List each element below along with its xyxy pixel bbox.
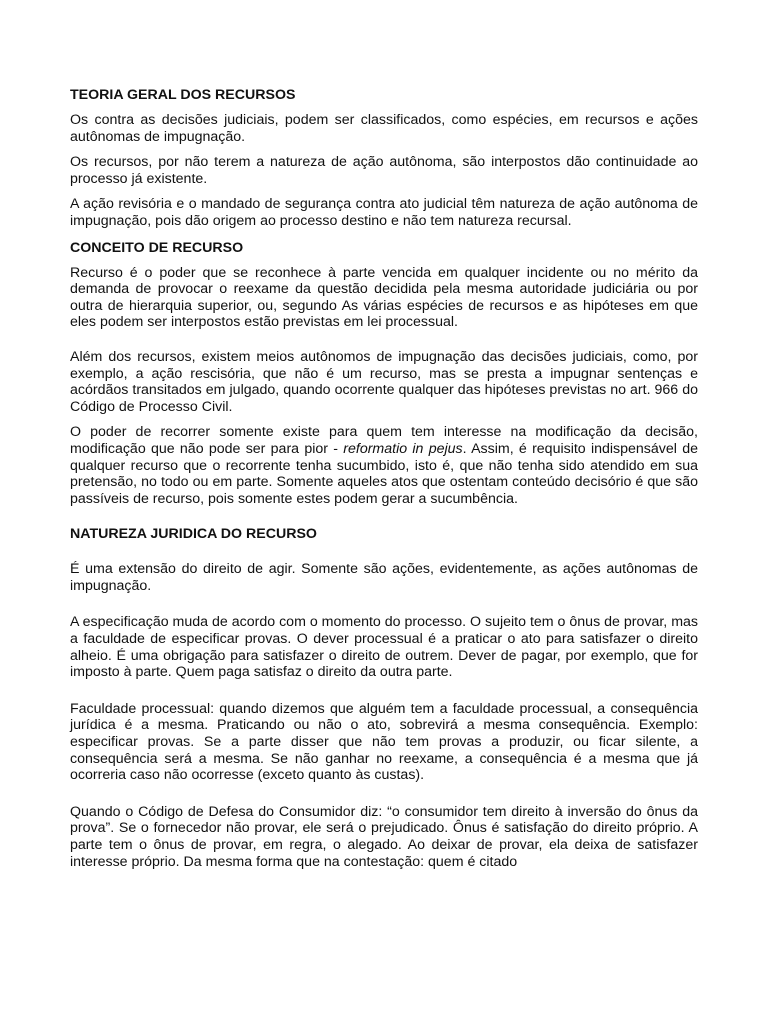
- paragraph-6: [70, 424, 698, 507]
- heading-conceito: CONCEITO DE RECURSO: [70, 239, 244, 256]
- paragraph-3: A ação revisória e o mandado de segurança contra ato judicial têm natureza de ação autônoma de impugnação, pois dão origem ao processo destino e não tem natureza recursal.: [70, 196, 698, 229]
- paragraph-10: Quando o Código de Defesa do Consumidor diz: “o consumidor tem direito à inversão do ônus da prova”. Se o fornecedor não provar, ele será o prejudicado. Ônus é satisfação do direito próprio. A parte tem o ônus de provar, em regra, o alegado. Ao deixar de provar, ela deixa de satisfazer interesse próprio. Da mesma forma que na contestação: quem é citado: [70, 803, 698, 870]
- paragraph-7: É uma extensão do direito de agir. Somente são ações, evidentemente, as ações autônomas de impugnação.: [70, 561, 698, 594]
- paragraph-5: Além dos recursos, existem meios autônomos de impugnação das decisões judiciais, como, por exemplo, a ação rescisória, que não é um recurso, mas se presta a impugnar sentenças e acórdãos transitados em julgado, quando ocorrente qualquer das hipóteses previstas no art. 966 do Código de Processo Civil.: [70, 348, 698, 415]
- heading-natureza-juridica: NATUREZA JURIDICA DO RECURSO: [70, 526, 317, 543]
- paragraph-6-text-b: . Assim, é requisito indispensável de qualquer recurso que o recorrente tenha sucumbido, isto é, que não tenha sido atendido em sua pretensão, no todo ou em parte. Somente aqueles atos que ostentam conteúdo decisório é que são passíveis de recurso, pois somente estes podem gerar a sucumbência.: [70, 440, 698, 507]
- paragraph-1: Os contra as decisões judiciais, podem ser classificados, como espécies, em recursos e ações autônomas de impugnação.: [70, 112, 698, 145]
- paragraph-8: A especificação muda de acordo com o momento do processo. O sujeito tem o ônus de provar, mas a faculdade de especificar provas. O dever processual é a praticar o ato para satisfazer o direito alheio. É uma obrigação para satisfazer o direito de outrem. Dever de pagar, por exemplo, que for imposto à parte. Quem paga satisfaz o direito da outra parte.: [70, 614, 698, 681]
- paragraph-6-text-a: O poder de recorrer somente existe para quem tem interesse na modificação da decisão, modificação que não pode ser para pior -: [70, 424, 698, 457]
- reformatio-in-pejus: reformatio in pejus: [343, 440, 463, 457]
- paragraph-9: Faculdade processual: quando dizemos que alguém tem a faculdade processual, a consequência jurídica é a mesma. Praticando ou não o ato, sobrevirá a mesma consequência. Exemplo: especificar provas. Se a parte disser que não tem provas a produzir, ou ficar silente, a consequência será a mesma. Se não ganhar no reexame, a consequência é a mesma que já ocorreria caso não ocorresse (exceto quanto às custas).: [70, 700, 698, 784]
- paragraph-4: Recurso é o poder que se reconhece à parte vencida em qualquer incidente ou no mérito da demanda de provocar o reexame da questão decidida pela mesma autoridade judiciária ou por outra de hierarquia superior, ou, segundo As várias espécies de recursos e as hipóteses em que eles podem ser interpostos estão previstas em lei processual.: [70, 264, 698, 331]
- heading-teoria-geral: TEORIA GERAL DOS RECURSOS: [70, 87, 296, 103]
- paragraph-2: Os recursos, por não terem a natureza de ação autônoma, são interpostos dão continuidade ao processo já existente.: [70, 154, 698, 187]
